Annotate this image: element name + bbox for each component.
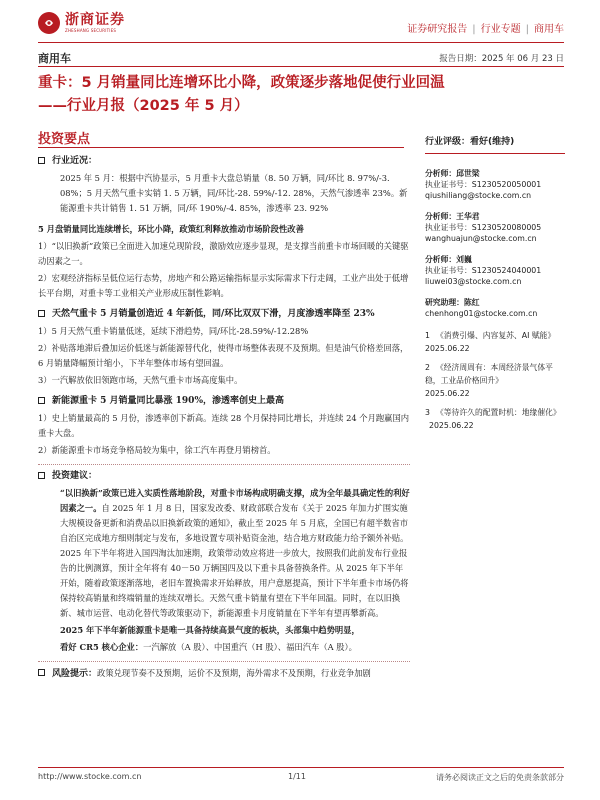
main-content — [38, 152, 410, 682]
subheading-natural-gas: 天然气重卡 5 月销量创造近 4 年新低，同/环比双双下滑，月度渗透率降至 23% — [38, 307, 410, 322]
industry-rating: 行业评级：看好(维持) — [425, 134, 565, 154]
list-item: 2）新能源重卡市场竞争格局较为集中，徐工汽车再登月销榜首。 — [38, 445, 276, 455]
related-report-link[interactable]: 3 《等待许久的配置时机：地缘催化》2025.06.22 — [425, 408, 561, 430]
nav-item-research: 证券研究报告 — [407, 24, 468, 35]
nav-item-topic: 行业专题 — [480, 24, 521, 35]
analyst-name: 分析师：邱世梁 — [425, 169, 480, 178]
list-item: 1）5 月天然气重卡销量低迷，延续下滑趋势，同/环比-28.59%/-12.28% — [38, 326, 309, 336]
footer-website-link[interactable]: http://www.stocke.com.cn — [38, 772, 142, 781]
analyst-email[interactable]: liuwei03@stocke.com.cn — [425, 277, 522, 286]
analyst-card — [425, 211, 565, 244]
logo-text-cn: 浙商证券 — [65, 11, 125, 28]
industry-tag: 商用车 — [38, 52, 71, 65]
analyst-email[interactable]: wanghuajun@stocke.com.cn — [425, 234, 537, 243]
related-report-link[interactable]: 1 《消费引爆、内容复苏、AI 赋能》 2025.06.22 — [425, 331, 556, 353]
analyst-license: 执业证书号：S1230520080005 — [425, 223, 542, 232]
sidebar — [425, 134, 565, 438]
list-item: 3）一汽解放依旧领跑市场，天然气重卡市场高度集中。 — [38, 375, 243, 385]
nav-item-sector: 商用车 — [534, 24, 564, 35]
analyst-email[interactable]: qiushiliang@stocke.com.cn — [425, 191, 532, 200]
paragraph: 2025 年 5 月：根据中汽协显示，5 月重卡大盘总销量（8. 50 万辆，同/环比 8. 97%/-3. 08%；5 月天然气重卡实销 1. 5 万辆，同/环比-28. 59%/-12. 28%，天然气渗透率 23%。新能源重卡共计销售 1. 51 万辆，同/环 190%/-4. 85%，渗透率 23. 92% — [60, 173, 408, 213]
report-title — [38, 72, 568, 118]
analyst-card — [425, 254, 565, 287]
list-item: 2）补贴落地滞后叠加运价低迷与新能源替代化，使得市场整体表现不及预期。但是油气价格差回落，6 月销量降幅预计缩小，下半年整体市场有望回温。 — [38, 343, 409, 368]
square-bullet-icon — [38, 472, 45, 479]
header-divider — [38, 42, 564, 43]
logo-mark-icon — [38, 12, 60, 34]
company-logo — [38, 12, 125, 34]
list-item: 1）史上销量最高的 5 月份，渗透率创下新高。连续 28 个月保持同比增长，并连续 24 个月跑赢国内重卡大盘。 — [38, 413, 410, 438]
assistant-email[interactable]: chenhong01@stocke.com.cn — [425, 309, 538, 318]
square-bullet-icon — [38, 669, 45, 676]
report-category-nav: 证券研究报告 | 行业专题 | 商用车 — [407, 24, 564, 35]
paragraph: 2025 年下半年新能源重卡是唯一具备持续高景气度的板块，头部集中趋势明显， — [60, 625, 360, 635]
report-title-sub: ——行业月报（2025 年 5 月） — [38, 98, 249, 114]
dotted-divider — [38, 464, 410, 465]
analyst-name: 分析师：刘巍 — [425, 255, 472, 264]
subheading: 5 月盘销量同比连续增长，环比小降，政策红利释放推动市场阶段性改善 — [38, 224, 304, 234]
footer-divider — [38, 767, 564, 768]
page-number: 1/11 — [288, 772, 306, 781]
bullet-industry-status: 行业近况： — [38, 154, 410, 169]
paragraph: “以旧换新”政策已进入实质性落地阶段，对重卡市场构成明确支撑，成为全年最具确定性的利好因素之一。自 2025 年 1 月 8 日，国家发改委、财政部联合发布《关于 2025 年加力扩围实施大规模设备更新和消费品以旧换新政策的通知》，截止至 2025 年 5 月底，全国已有超半数省市自治区完成地方细则制定与发布，多地设置专项补贴资金池，结合地方财政能力给予额外补贴。2025 年下半年将进入国四淘汰加速期，政策带动效应将进一步放大，按照我们此前发布行业报告的比例测算，预计全年将有 40－50 万辆国四及以下重卡具备替换条件。从 2025 年下半年开始，随着政策逐渐落地，老旧车置换需求开始释放，用户意愿提高，预计下半年重卡市场仍将保持较高销量和终端销量的连续双增长。天然气重卡销量有望在下半年回温。同时，在以旧换新、城市运营、电动化替代等政策驱动下，新能源重卡月度销量在下半年有望再攀新高。 — [60, 488, 410, 618]
report-title-main: 重卡：5 月销量同比连增环比小降，政策逐步落地促使行业回温 — [38, 75, 445, 91]
related-reports — [425, 329, 565, 432]
list-item: 1）“以旧换新”政策已全面进入加速兑现阶段，激励效应逐步显现，是支撑当前重卡市场回暖的关键驱动因素之一。 — [38, 241, 409, 266]
analyst-name: 分析师：王华君 — [425, 212, 480, 221]
report-date: 报告日期：2025 年 06 月 23 日 — [439, 54, 564, 64]
subheading-new-energy: 新能源重卡 5 月销量同比暴涨 190%，渗透率创史上最高 — [38, 394, 410, 409]
square-bullet-icon — [38, 157, 45, 164]
square-bullet-icon — [38, 310, 45, 317]
section-divider — [38, 147, 404, 148]
section-heading: 投资要点 — [38, 132, 91, 147]
research-assistant — [425, 297, 565, 319]
subheader-divider — [38, 66, 564, 67]
analyst-card — [425, 168, 565, 201]
footer-disclaimer: 请务必阅读正文之后的免责条款部分 — [436, 773, 564, 782]
dotted-divider — [38, 661, 410, 662]
logo-text-en: ZHESHANG SECURITIES — [65, 27, 117, 33]
bullet-risk-warning: 风险提示：政策兑现节奏不及预期，运价不及预期，海外需求不及预期，行业竞争加剧 — [38, 666, 410, 682]
analyst-license: 执业证书号：S1230524040001 — [425, 266, 542, 275]
paragraph: 看好 CR5 核心企业：一汽解放（A 股）、中国重汽（H 股）、福田汽车（A 股）。 — [60, 642, 357, 652]
related-report-link[interactable]: 2 《经济周周有：本周经济景气体平稳，工业品价格回升》 2025.06.22 — [425, 363, 553, 398]
analyst-license: 执业证书号：S1230520050001 — [425, 180, 542, 189]
assistant-name: 研究助理：陈红 — [425, 298, 480, 307]
list-item: 2）宏观经济指标呈低位运行态势，房地产和公路运输指标显示实际需求下行走阔，工业产出处于低增长平台期，对重卡等工业相关产业形成压制性影响。 — [38, 273, 409, 298]
bullet-investment-advice: 投资建议： — [38, 469, 410, 484]
square-bullet-icon — [38, 397, 45, 404]
